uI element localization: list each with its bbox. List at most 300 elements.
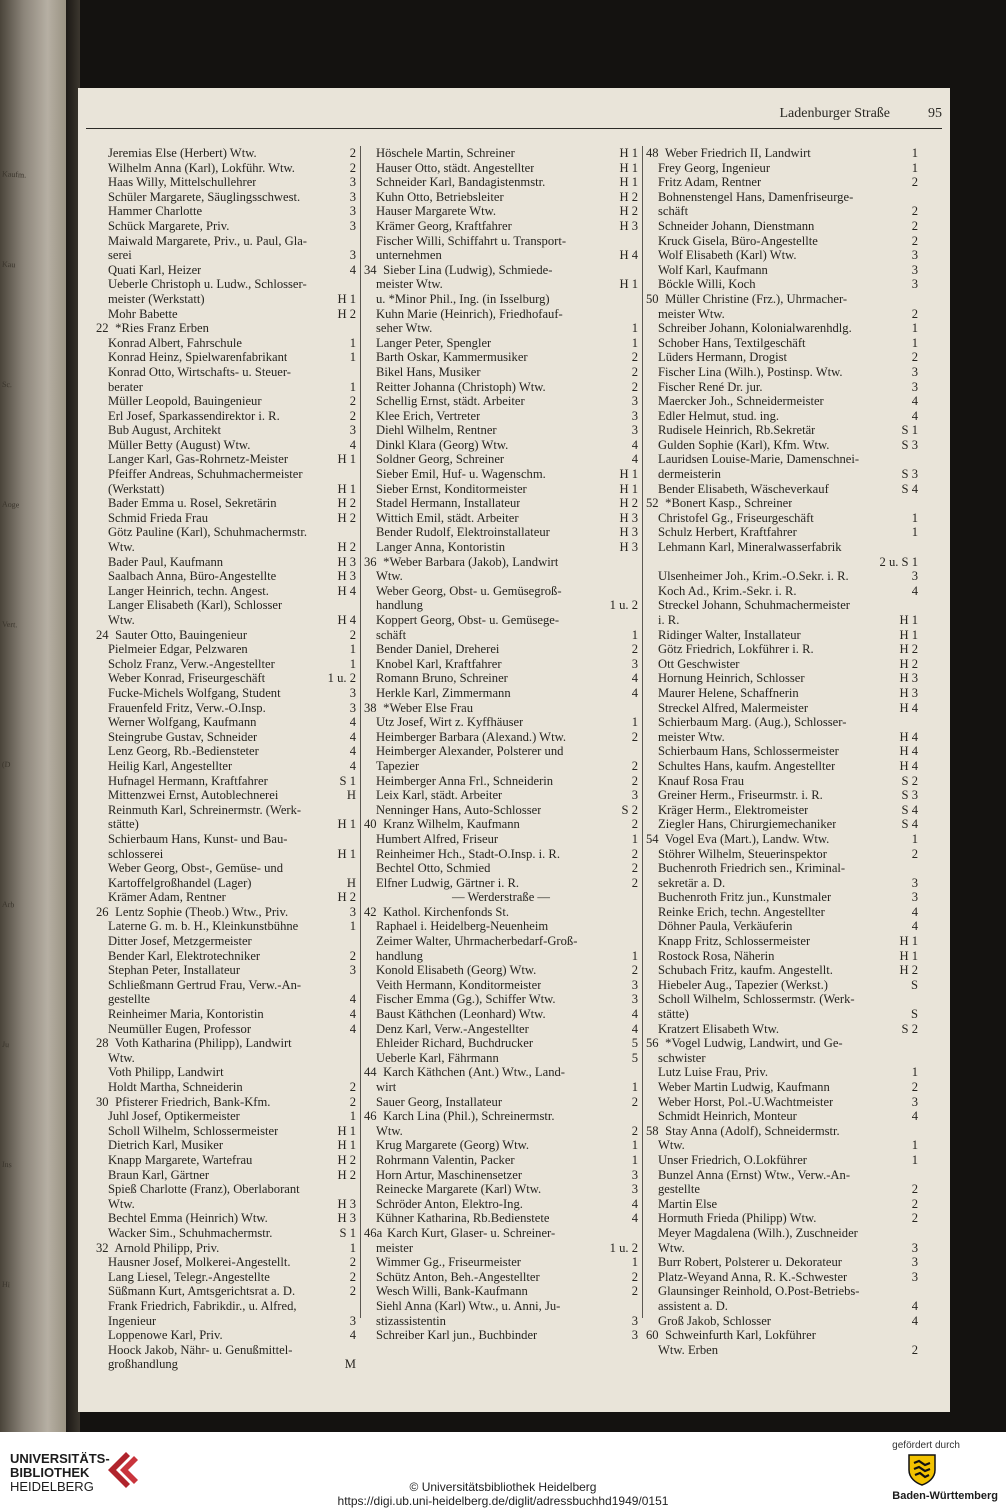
- resident-entry: [96, 555, 356, 570]
- resident-entry: [364, 292, 638, 307]
- resident-entry: [646, 321, 918, 336]
- floor-code: 1: [349, 642, 356, 657]
- resident-name: Reitter Johanna (Christoph) Wtw.: [376, 379, 546, 394]
- resident-entry: [646, 774, 918, 789]
- resident-name: Kathol. Kirchenfonds St.: [383, 904, 510, 919]
- resident-name: Sieber Ernst, Konditormeister: [376, 481, 527, 496]
- resident-entry: [646, 394, 918, 409]
- resident-name: (Werkstatt): [108, 481, 165, 496]
- resident-name: meister Wtw.: [376, 277, 443, 292]
- resident-name: Veith Hermann, Konditormeister: [376, 977, 542, 992]
- resident-entry: [364, 730, 638, 745]
- floor-code: H 4: [899, 700, 918, 715]
- floor-code: 2: [631, 758, 638, 773]
- resident-entry: [646, 730, 918, 745]
- resident-entry: [96, 175, 356, 190]
- resident-name: Kruck Gisela, Büro-Angestellte: [658, 233, 818, 248]
- resident-entry: [646, 438, 918, 453]
- floor-code: 2: [911, 1342, 918, 1357]
- resident-entry: [646, 1343, 918, 1358]
- resident-name: schwister: [658, 1050, 706, 1065]
- resident-entry: [364, 744, 638, 759]
- floor-code: 2: [911, 1080, 918, 1094]
- floor-code: 4: [349, 715, 356, 730]
- resident-entry: [364, 934, 638, 949]
- floor-code: 3: [911, 379, 918, 394]
- resident-entry: [364, 1299, 638, 1314]
- resident-entry: [364, 350, 638, 365]
- floor-code: 3: [911, 248, 918, 263]
- floor-code: 3: [911, 1269, 918, 1284]
- floor-code: 4: [349, 744, 356, 759]
- floor-code: 2: [911, 846, 918, 861]
- resident-entry: [364, 876, 638, 891]
- floor-code: H 2: [619, 189, 638, 204]
- floor-code: 3: [631, 788, 638, 803]
- resident-name: Unser Friedrich, O.Lokführer: [658, 1152, 807, 1167]
- floor-code: 2: [631, 846, 638, 861]
- resident-name: Jeremias Else (Herbert) Wtw.: [108, 146, 257, 160]
- resident-name: Böckle Willi, Koch: [658, 277, 756, 292]
- resident-name: Kartoffelgroßhandel (Lager): [108, 875, 252, 890]
- house-number: 26: [96, 904, 109, 919]
- resident-entry: [364, 992, 638, 1007]
- floor-code: S 3: [901, 788, 918, 803]
- resident-entry: [646, 759, 918, 774]
- resident-entry: [96, 759, 356, 774]
- floor-code: S 2: [901, 773, 918, 788]
- resident-entry: [646, 511, 918, 526]
- resident-entry: [96, 671, 356, 686]
- resident-name: Götz Pauline (Karl), Schuhmachermstr.: [108, 525, 307, 540]
- resident-entry: [364, 204, 638, 219]
- resident-name: Schierbaum Marg. (Aug.), Schlosser-: [658, 715, 847, 730]
- floor-code: 1: [631, 1138, 638, 1153]
- resident-name: Haas Willy, Mittelschullehrer: [108, 175, 257, 190]
- page-header: [86, 96, 942, 129]
- resident-entry: [364, 161, 638, 176]
- house-number-entry: [646, 1328, 918, 1343]
- resident-name: Gulden Sophie (Karl), Kfm. Wtw.: [658, 437, 830, 452]
- floor-code: H 1: [899, 934, 918, 949]
- resident-entry: [96, 992, 356, 1007]
- resident-name: unternehmen: [376, 248, 442, 263]
- resident-name: Bechtel Otto, Schmied: [376, 861, 491, 876]
- resident-name: Elfner Ludwig, Gärtner i. R.: [376, 875, 520, 890]
- resident-entry: [646, 1138, 918, 1153]
- floor-code: S 2: [621, 802, 638, 817]
- resident-entry: [364, 569, 638, 584]
- resident-name: Zeimer Walter, Uhrmacherbedarf-Groß-: [376, 934, 578, 949]
- resident-name: handlung: [376, 598, 423, 613]
- resident-name: Fischer René Dr. jur.: [658, 379, 763, 394]
- resident-name: gestellte: [658, 1182, 700, 1197]
- floor-code: 1: [631, 321, 638, 336]
- resident-entry: [96, 1226, 356, 1241]
- resident-entry: [96, 686, 356, 701]
- resident-name: Schober Hans, Textilgeschäft: [658, 335, 806, 350]
- floor-code: 1: [911, 1152, 918, 1167]
- floor-code: 3: [349, 175, 356, 190]
- floor-code: 2: [349, 408, 356, 423]
- house-number-entry: [646, 292, 918, 307]
- resident-entry: [96, 307, 356, 322]
- resident-name: Buchenroth Fritz jun., Kunstmaler: [658, 890, 832, 905]
- floor-code: 5: [631, 1036, 638, 1051]
- floor-code: 4: [911, 904, 918, 919]
- resident-name: Rohrmann Valentin, Packer: [376, 1152, 515, 1167]
- floor-code: 3: [631, 423, 638, 438]
- resident-entry: [364, 336, 638, 351]
- resident-entry: [646, 307, 918, 322]
- house-number: 30: [96, 1094, 109, 1109]
- resident-entry: [364, 1095, 638, 1110]
- resident-entry: [646, 1051, 918, 1066]
- resident-name: Fischer Willi, Schiffahrt u. Transport-: [376, 233, 567, 248]
- floor-code: S 1: [339, 1225, 356, 1240]
- resident-name: Knauf Rosa Frau: [658, 773, 745, 788]
- resident-entry: [364, 1241, 638, 1256]
- floor-code: 2: [349, 160, 356, 175]
- floor-code: H 2: [337, 1167, 356, 1182]
- floor-code: H 2: [337, 306, 356, 321]
- resident-name: Karch Käthchen (Ant.) Wtw., Land-: [383, 1065, 565, 1080]
- floor-code: 3: [631, 1328, 638, 1343]
- resident-name: seher Wtw.: [376, 321, 433, 336]
- resident-entry: [96, 744, 356, 759]
- resident-name: Bub August, Architekt: [108, 423, 221, 438]
- floor-code: H: [346, 875, 356, 890]
- resident-entry: [96, 1109, 356, 1124]
- resident-entry: [364, 847, 638, 862]
- floor-code: S: [910, 977, 918, 992]
- resident-entry: [646, 467, 918, 482]
- resident-name: Weber Konrad, Friseurgeschäft: [108, 671, 266, 686]
- resident-entry: [364, 671, 638, 686]
- house-number: 24: [96, 627, 109, 642]
- resident-entry: [646, 701, 918, 716]
- floor-code: 4: [911, 1298, 918, 1313]
- floor-code: H: [346, 788, 356, 803]
- resident-name: Wacker Sim., Schuhmachermstr.: [108, 1225, 273, 1240]
- house-number: 54: [646, 831, 659, 846]
- resident-name: Sieber Emil, Huf- u. Wagenschm.: [376, 467, 546, 482]
- floor-code: 3: [349, 963, 356, 978]
- resident-entry: [96, 277, 356, 292]
- resident-name: Bikel Hans, Musiker: [376, 364, 481, 379]
- resident-name: Kühner Katharina, Rb.Bedienstete: [376, 1211, 550, 1226]
- floor-code: 1: [349, 350, 356, 365]
- floor-code: 3: [349, 423, 356, 438]
- floor-code: H 2: [619, 204, 638, 219]
- resident-name: Langer Anna, Kontoristin: [376, 540, 506, 555]
- resident-name: Lutz Luise Frau, Priv.: [658, 1065, 769, 1080]
- resident-name: Langer Elisabeth (Karl), Schlosser: [108, 598, 283, 613]
- resident-name: meister Wtw.: [658, 306, 725, 321]
- floor-code: S 4: [901, 802, 918, 817]
- floor-code: 3: [631, 1313, 638, 1328]
- source-url-link[interactable]: https://digi.ub.uni-heidelberg.de/diglit/adressbuchhd1949/0151: [337, 1494, 669, 1508]
- floor-code: 2: [349, 1080, 356, 1094]
- floor-code: H 1: [899, 613, 918, 627]
- resident-name: Hufnagel Hermann, Kraftfahrer: [108, 773, 268, 788]
- resident-entry: [646, 190, 918, 205]
- resident-entry: [364, 1007, 638, 1022]
- resident-name: Spieß Charlotte (Franz), Oberlaborant: [108, 1182, 300, 1197]
- resident-name: Utz Josef, Wirt z. Kyffhäuser: [376, 715, 524, 730]
- resident-name: i. R.: [658, 613, 680, 627]
- resident-entry: [646, 350, 918, 365]
- resident-entry: [646, 1065, 918, 1080]
- resident-entry: [96, 1357, 356, 1372]
- resident-entry: [646, 803, 918, 818]
- margin-fragment: Ins: [1, 1159, 13, 1170]
- resident-entry: [96, 978, 356, 993]
- house-number: 56: [646, 1036, 659, 1051]
- resident-name: Edler Helmut, stud. ing.: [658, 408, 780, 423]
- library-logo-text: UNIVERSITÄTS- BIBLIOTHEK HEIDELBERG: [10, 1451, 110, 1494]
- resident-name: Ehleider Richard, Buchdrucker: [376, 1036, 534, 1051]
- resident-name: Buchenroth Friedrich sen., Kriminal-: [658, 861, 846, 876]
- floor-code: 2: [631, 817, 638, 832]
- resident-name: Wesch Willi, Bank-Kaufmann: [376, 1284, 528, 1299]
- resident-name: Loppenowe Karl, Priv.: [108, 1328, 223, 1343]
- floor-code: H 1: [619, 160, 638, 175]
- resident-name: Quati Karl, Heizer: [108, 262, 202, 277]
- resident-entry: [96, 1211, 356, 1226]
- resident-entry: [96, 584, 356, 599]
- resident-name: Streckel Johann, Schuhmachermeister: [658, 598, 850, 613]
- resident-entry: [96, 365, 356, 380]
- funded-by-label: gefördert durch: [892, 1440, 960, 1451]
- resident-name: Schütz Anton, Beh.-Angestellter: [376, 1269, 540, 1284]
- resident-entry: [96, 1065, 356, 1080]
- floor-code: 4: [911, 394, 918, 409]
- house-number-entry: [364, 1065, 638, 1080]
- resident-name: Heimberger Anna Frl., Schneiderin: [376, 773, 554, 788]
- floor-code: 3: [631, 977, 638, 992]
- resident-name: Groß Jakob, Schlosser: [658, 1313, 771, 1328]
- resident-name: Reinheimer Maria, Kontoristin: [108, 1007, 264, 1022]
- resident-entry: [364, 1270, 638, 1285]
- resident-entry: [364, 1124, 638, 1139]
- floor-code: 2: [349, 627, 356, 642]
- resident-name: Ziegler Hans, Chirurgiemechaniker: [658, 817, 837, 832]
- floor-code: 2: [349, 948, 356, 963]
- resident-entry: [364, 277, 638, 292]
- resident-name: Platz-Weyand Anna, R. K.-Schwester: [658, 1269, 848, 1284]
- resident-name: Humbert Alfred, Friseur: [376, 831, 499, 846]
- resident-name: Hausner Josef, Molkerei-Angestellt.: [108, 1255, 291, 1270]
- resident-entry: [96, 1182, 356, 1197]
- resident-entry: [364, 146, 638, 161]
- page-number: 95: [928, 106, 942, 121]
- resident-name: Stephan Peter, Installateur: [108, 963, 241, 978]
- resident-name: Bader Paul, Kaufmann: [108, 554, 224, 569]
- resident-entry: [96, 1153, 356, 1168]
- resident-entry: [646, 598, 918, 613]
- resident-name: Laterne G. m. b. H., Kleinkunstbühne: [108, 919, 299, 934]
- resident-name: Schneider Karl, Bandagistenmstr.: [376, 175, 546, 190]
- floor-code: 1: [349, 656, 356, 671]
- resident-name: Kratzert Elisabeth Wtw.: [658, 1021, 779, 1036]
- resident-name: Ulsenheimer Joh., Krim.-O.Sekr. i. R.: [658, 569, 849, 584]
- floor-code: 1: [349, 919, 356, 934]
- resident-entry: [364, 759, 638, 774]
- resident-name: Schierbaum Hans, Kunst- und Bau-: [108, 831, 288, 846]
- resident-name: Rostock Rosa, Näherin: [658, 948, 775, 963]
- floor-code: 3: [349, 218, 356, 233]
- resident-name: Hormuth Frieda (Philipp) Wtw.: [658, 1211, 817, 1226]
- resident-name: Wtw.: [658, 1240, 685, 1255]
- resident-entry: [96, 890, 356, 905]
- resident-name: Karch Lina (Phil.), Schreinermstr.: [383, 1109, 555, 1124]
- floor-code: H 4: [337, 613, 356, 627]
- resident-entry: [96, 452, 356, 467]
- margin-fragment: Aoge: [1, 499, 20, 510]
- resident-entry: [96, 1299, 356, 1314]
- floor-code: 4: [349, 758, 356, 773]
- floor-code: 1 u. 2: [609, 1240, 638, 1255]
- resident-name: Nenninger Hans, Auto-Schlosser: [376, 802, 542, 817]
- floor-code: H 1: [337, 1138, 356, 1153]
- resident-name: Denz Karl, Verw.-Angestellter: [376, 1021, 529, 1036]
- resident-entry: [364, 686, 638, 701]
- resident-name: Hauser Otto, städt. Angestellter: [376, 160, 535, 175]
- resident-name: Ingenieur: [108, 1313, 157, 1328]
- resident-entry: [96, 496, 356, 511]
- resident-name: Bender Karl, Elektrotechniker: [108, 948, 261, 963]
- floor-code: 2: [631, 350, 638, 365]
- resident-name: Reinmuth Karl, Schreinermstr. (Werk-: [108, 802, 302, 817]
- floor-code: H 3: [337, 569, 356, 584]
- resident-name: Wtw.: [108, 1196, 135, 1211]
- floor-code: 4: [911, 1109, 918, 1124]
- margin-fragment: Arb: [1, 899, 15, 910]
- resident-name: Hauser Margarete Wtw.: [376, 204, 497, 219]
- resident-name: Konold Elisabeth (Georg) Wtw.: [376, 963, 537, 978]
- resident-entry: [96, 642, 356, 657]
- resident-entry: [646, 715, 918, 730]
- house-number-entry: [364, 263, 638, 278]
- floor-code: S 3: [901, 467, 918, 482]
- floor-code: 4: [349, 729, 356, 744]
- resident-name: Reinecke Margarete (Karl) Wtw.: [376, 1182, 542, 1197]
- resident-name: Schmidt Heinrich, Monteur: [658, 1109, 797, 1124]
- resident-entry: [364, 919, 638, 934]
- resident-entry: [646, 277, 918, 292]
- floor-code: 3: [911, 1255, 918, 1270]
- resident-entry: [96, 467, 356, 482]
- house-number-entry: [364, 555, 638, 570]
- directory-column-2: [364, 146, 638, 1343]
- resident-name: schlosserei: [108, 846, 164, 861]
- resident-entry: [96, 1270, 356, 1285]
- floor-code: 2: [911, 306, 918, 321]
- resident-name: Weber Georg, Obst-, Gemüse- und: [108, 861, 284, 876]
- floor-code: 1: [631, 1152, 638, 1167]
- floor-code: S: [910, 1007, 918, 1022]
- resident-entry: [96, 774, 356, 789]
- resident-entry: [96, 234, 356, 249]
- resident-entry: [646, 1080, 918, 1095]
- floor-code: 3: [349, 700, 356, 715]
- resident-entry: [364, 423, 638, 438]
- resident-name: Fischer Emma (Gg.), Schiffer Wtw.: [376, 992, 556, 1007]
- resident-name: Lehmann Karl, Mineralwasserfabrik: [658, 540, 842, 555]
- floor-code: 2: [631, 875, 638, 890]
- floor-code: 2: [911, 204, 918, 219]
- resident-name: Weber Georg, Obst- u. Gemüsegroß-: [376, 583, 562, 598]
- resident-entry: [646, 861, 918, 876]
- resident-entry: [364, 365, 638, 380]
- house-number-entry: [646, 146, 918, 161]
- resident-name: Höschele Martin, Schreiner: [376, 146, 515, 160]
- floor-code: 3: [349, 204, 356, 219]
- floor-code: 4: [911, 583, 918, 598]
- resident-entry: [646, 234, 918, 249]
- resident-entry: [646, 905, 918, 920]
- baden-wuerttemberg-crest-icon: [906, 1452, 938, 1486]
- house-number-entry: [364, 1226, 638, 1241]
- resident-entry: [96, 380, 356, 395]
- resident-entry: [646, 365, 918, 380]
- resident-entry: [96, 204, 356, 219]
- resident-entry: [364, 1051, 638, 1066]
- floor-code: 2: [349, 1284, 356, 1299]
- floor-code: 2: [349, 1255, 356, 1270]
- floor-code: 1: [349, 335, 356, 350]
- floor-code: H 1: [337, 481, 356, 496]
- resident-entry: [96, 788, 356, 803]
- floor-code: 3: [349, 904, 356, 919]
- resident-entry: [364, 1284, 638, 1299]
- resident-name: Sieber Lina (Ludwig), Schmiede-: [383, 262, 553, 277]
- resident-entry: [646, 1211, 918, 1226]
- house-number: 42: [364, 904, 377, 919]
- resident-name: Schließmann Gertrud Frau, Verw.-An-: [108, 977, 302, 992]
- floor-code: 4: [631, 685, 638, 700]
- floor-code: S 1: [901, 423, 918, 438]
- resident-name: Schreiber Karl jun., Buchbinder: [376, 1328, 538, 1343]
- resident-entry: [646, 248, 918, 263]
- resident-name: Heilig Karl, Angestellter: [108, 758, 233, 773]
- resident-name: Knapp Fritz, Schlossermeister: [658, 934, 811, 949]
- floor-code: 2: [631, 963, 638, 978]
- floor-code: 1: [631, 627, 638, 642]
- floor-code: 3: [349, 1313, 356, 1328]
- resident-name: Pfisterer Friedrich, Bank-Kfm.: [115, 1094, 271, 1109]
- resident-name: Greiner Herm., Friseurmstr. i. R.: [658, 788, 823, 803]
- floor-code: 1: [631, 948, 638, 963]
- floor-code: H 1: [337, 817, 356, 832]
- resident-entry: [96, 263, 356, 278]
- resident-name: Kranz Wilhelm, Kaufmann: [383, 817, 520, 832]
- floor-code: S 4: [901, 817, 918, 832]
- house-number: 32: [96, 1240, 109, 1255]
- resident-name: *Ries Franz Erben: [115, 321, 209, 336]
- resident-name: Arnold Philipp, Priv.: [114, 1240, 220, 1255]
- resident-entry: [364, 380, 638, 395]
- floor-code: 4: [349, 1328, 356, 1343]
- floor-code: 3: [911, 364, 918, 379]
- resident-entry: [646, 628, 918, 643]
- resident-name: *Vogel Ludwig, Landwirt, und Ge-: [665, 1036, 843, 1051]
- resident-name: Weber Friedrich II, Landwirt: [664, 146, 811, 160]
- floor-code: 2: [631, 729, 638, 744]
- resident-name: Wtw.: [108, 1050, 135, 1065]
- resident-name: Klee Erich, Vertreter: [376, 408, 481, 423]
